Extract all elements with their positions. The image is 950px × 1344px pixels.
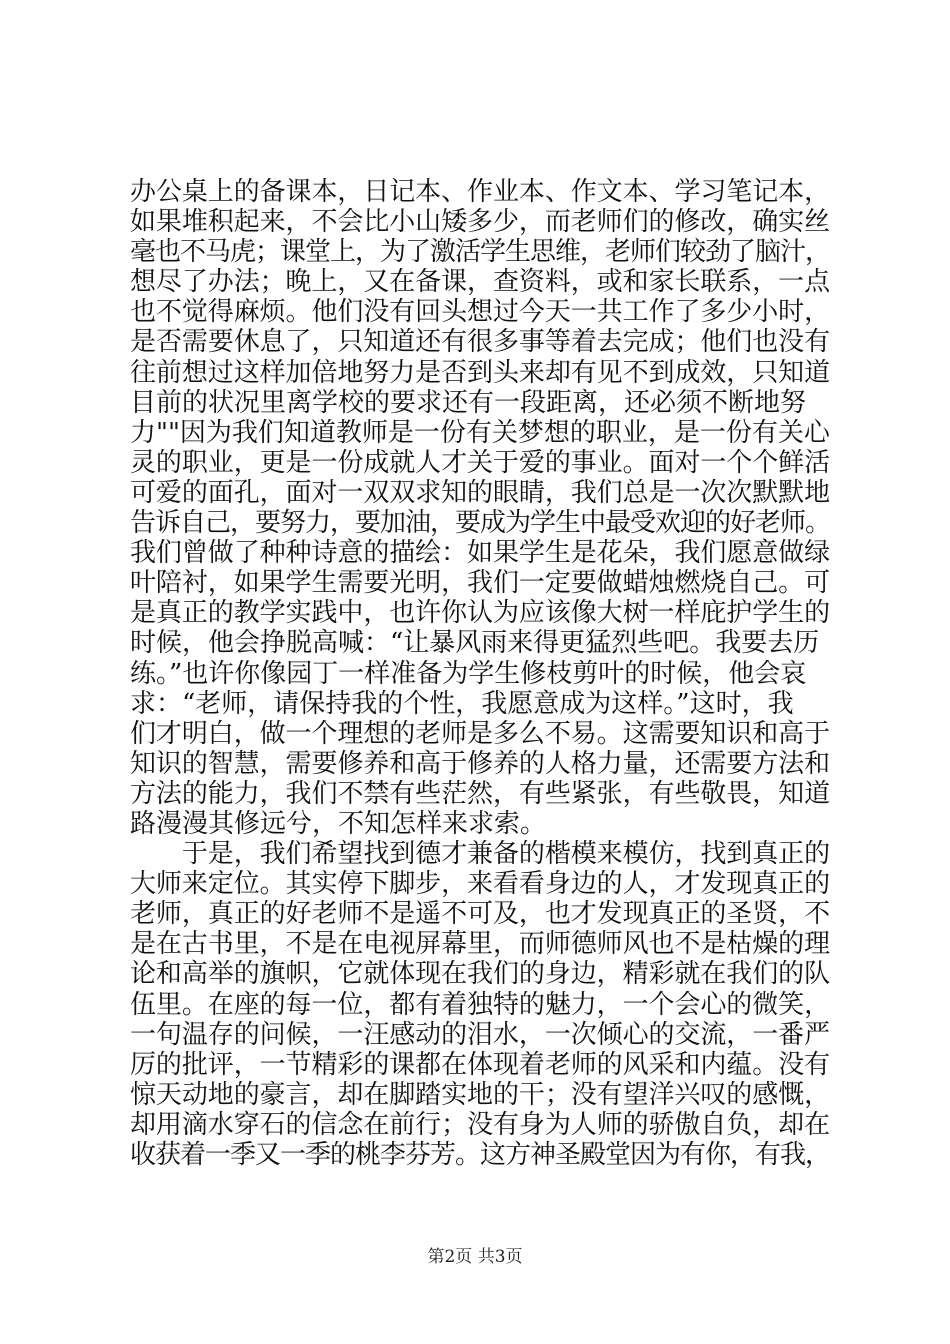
text-line: 们才明白，做一个理想的老师是多么不易。这需要知识和高于 <box>130 718 831 749</box>
text-line: 灵的职业，更是一份成就人才关于爱的事业。面对一个个鲜活 <box>130 447 831 478</box>
text-line: 老师，真正的好老师不是遥不可及，也才发现真正的圣贤，不 <box>130 899 831 930</box>
text-line: 一句温存的问候，一汪感动的泪水，一次倾心的交流，一番严 <box>130 1019 831 1050</box>
text-line: 毫也不马虎；课堂上，为了激活学生思维，老师们较劲了脑汁， <box>130 237 831 268</box>
text-line: 办公桌上的备课本，日记本、作业本、作文本、学习笔记本， <box>130 177 831 207</box>
text-line: 方法的能力，我们不禁有些茫然，有些紧张，有些敬畏，知道 <box>130 778 831 809</box>
text-line: 求：“老师，请保持我的个性，我愿意成为这样。”这时，我 <box>130 688 794 719</box>
text-line: 厉的批评，一节精彩的课都在体现着老师的风采和内蕴。没有 <box>130 1049 831 1080</box>
text-line: 目前的状况里离学校的要求还有一段距离，还必须不断地努 <box>130 387 807 418</box>
text-line: 知识的智慧，需要修养和高于修养的人格力量，还需要方法和 <box>130 748 831 779</box>
text-line: 是真正的教学实践中，也许你认为应该像大树一样庇护学生的 <box>130 598 831 629</box>
text-line: 告诉自己，要努力，要加油，要成为学生中最受欢迎的好老师。 <box>130 508 831 539</box>
text-line: 力""因为我们知道教师是一份有关梦想的职业，是一份有关心 <box>130 417 830 448</box>
text-line: 想尽了办法；晚上，又在备课，查资料，或和家长联系，一点 <box>130 267 831 298</box>
text-line: 是否需要休息了，只知道还有很多事等着去完成；他们也没有 <box>130 327 831 358</box>
text-line: 如果堆积起来，不会比小山矮多少，而老师们的修改，确实丝 <box>130 207 831 238</box>
text-line: 大师来定位。其实停下脚步，来看看身边的人，才发现真正的 <box>130 869 831 900</box>
text-line: 往前想过这样加倍地努力是否到头来却有见不到成效，只知道 <box>130 357 831 388</box>
text-line: 收获着一季又一季的桃李芬芳。这方神圣殿堂因为有你，有我， <box>130 1140 831 1170</box>
text-line: 路漫漫其修远兮，不知怎样来求索。 <box>130 808 547 839</box>
text-line: 惊天动地的豪言，却在脚踏实地的干；没有望洋兴叹的感慨， <box>130 1079 831 1110</box>
body-text <box>130 177 830 1170</box>
text-line: 却用滴水穿石的信念在前行；没有身为人师的骄傲自负，却在 <box>130 1109 831 1140</box>
text-line: 也不觉得麻烦。他们没有回头想过今天一共工作了多少小时， <box>130 297 831 328</box>
text-line: 伍里。在座的每一位，都有着独特的魅力，一个会心的微笑， <box>130 989 831 1020</box>
text-line: 可爱的面孔，面对一双双求知的眼睛，我们总是一次次默默地 <box>130 477 831 508</box>
page-footer: 第2页 共3页 <box>427 1247 523 1267</box>
text-line: 叶陪衬，如果学生需要光明，我们一定要做蜡烛燃烧自己。可 <box>130 568 831 599</box>
text-line: 于是，我们希望找到德才兼备的楷模来模仿，找到真正的 <box>130 839 831 870</box>
text-line: 论和高举的旗帜，它就体现在我们的身边，精彩就在我们的队 <box>130 959 831 990</box>
text-line: 练。”也许你像园丁一样准备为学生修枝剪叶的时候，他会哀 <box>130 658 807 689</box>
text-line: 是在古书里，不是在电视屏幕里，而师德师风也不是枯燥的理 <box>130 929 831 960</box>
text-line: 我们曾做了种种诗意的描绘：如果学生是花朵，我们愿意做绿 <box>130 538 831 569</box>
text-line: 时候，他会挣脱高喊：“让暴风雨来得更猛烈些吧。我要去历 <box>130 628 820 659</box>
